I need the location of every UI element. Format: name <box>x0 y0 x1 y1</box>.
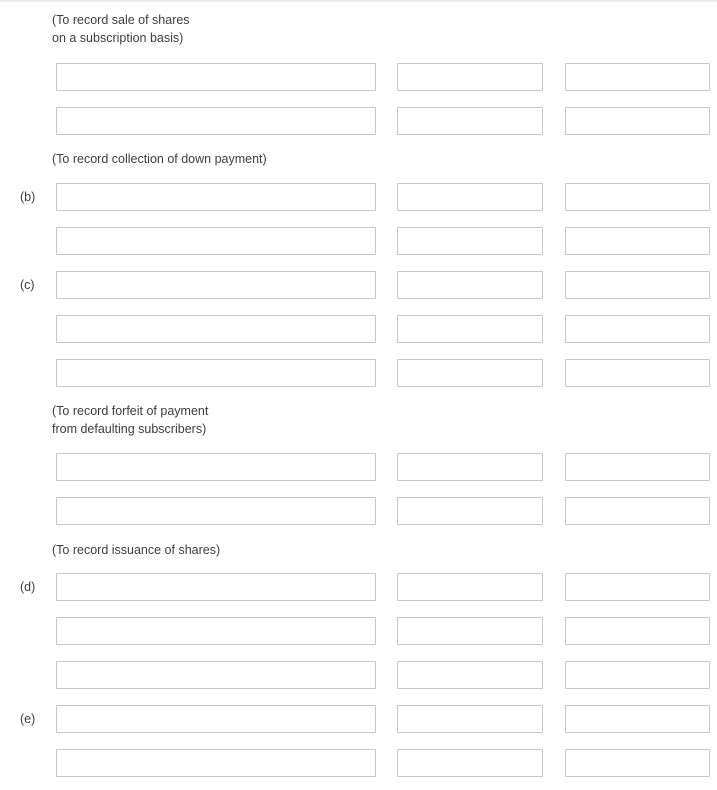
credit-amount-input[interactable] <box>565 359 710 387</box>
part-label-d: (d) <box>20 580 36 594</box>
part-label-b: (b) <box>20 190 36 204</box>
account-title-input[interactable] <box>56 63 376 91</box>
credit-amount-input[interactable] <box>565 749 710 777</box>
debit-amount-input[interactable] <box>397 705 543 733</box>
debit-amount-input[interactable] <box>397 617 543 645</box>
credit-amount-input[interactable] <box>565 497 710 525</box>
journal-row <box>0 227 717 255</box>
top-divider <box>0 0 717 2</box>
note-forfeit: (To record forfeit of payment from defaulting subscribers) <box>52 404 209 436</box>
journal-row <box>0 359 717 387</box>
journal-row <box>0 63 717 91</box>
journal-row <box>0 271 717 299</box>
journal-row <box>0 315 717 343</box>
debit-amount-input[interactable] <box>397 453 543 481</box>
account-title-input[interactable] <box>56 453 376 481</box>
note-down-payment: (To record collection of down payment) <box>52 152 267 166</box>
journal-row <box>0 453 717 481</box>
debit-amount-input[interactable] <box>397 227 543 255</box>
account-title-input[interactable] <box>56 359 376 387</box>
debit-amount-input[interactable] <box>397 497 543 525</box>
journal-row <box>0 617 717 645</box>
credit-amount-input[interactable] <box>565 63 710 91</box>
account-title-input[interactable] <box>56 497 376 525</box>
debit-amount-input[interactable] <box>397 749 543 777</box>
journal-row <box>0 705 717 733</box>
account-title-input[interactable] <box>56 183 376 211</box>
note-sale-of-shares: (To record sale of shares on a subscription basis) <box>52 13 190 45</box>
journal-row <box>0 497 717 525</box>
journal-row <box>0 661 717 689</box>
account-title-input[interactable] <box>56 573 376 601</box>
debit-amount-input[interactable] <box>397 359 543 387</box>
debit-amount-input[interactable] <box>397 183 543 211</box>
account-title-input[interactable] <box>56 315 376 343</box>
journal-row <box>0 107 717 135</box>
account-title-input[interactable] <box>56 661 376 689</box>
credit-amount-input[interactable] <box>565 573 710 601</box>
credit-amount-input[interactable] <box>565 227 710 255</box>
credit-amount-input[interactable] <box>565 315 710 343</box>
credit-amount-input[interactable] <box>565 705 710 733</box>
account-title-input[interactable] <box>56 705 376 733</box>
credit-amount-input[interactable] <box>565 453 710 481</box>
part-label-e: (e) <box>20 712 36 726</box>
credit-amount-input[interactable] <box>565 107 710 135</box>
account-title-input[interactable] <box>56 107 376 135</box>
account-title-input[interactable] <box>56 271 376 299</box>
journal-row <box>0 573 717 601</box>
debit-amount-input[interactable] <box>397 573 543 601</box>
debit-amount-input[interactable] <box>397 107 543 135</box>
journal-row <box>0 749 717 777</box>
part-label-c: (c) <box>20 278 35 292</box>
debit-amount-input[interactable] <box>397 315 543 343</box>
journal-row <box>0 183 717 211</box>
credit-amount-input[interactable] <box>565 617 710 645</box>
credit-amount-input[interactable] <box>565 271 710 299</box>
account-title-input[interactable] <box>56 227 376 255</box>
debit-amount-input[interactable] <box>397 271 543 299</box>
note-issuance: (To record issuance of shares) <box>52 543 221 557</box>
debit-amount-input[interactable] <box>397 63 543 91</box>
account-title-input[interactable] <box>56 617 376 645</box>
credit-amount-input[interactable] <box>565 183 710 211</box>
account-title-input[interactable] <box>56 749 376 777</box>
debit-amount-input[interactable] <box>397 661 543 689</box>
credit-amount-input[interactable] <box>565 661 710 689</box>
